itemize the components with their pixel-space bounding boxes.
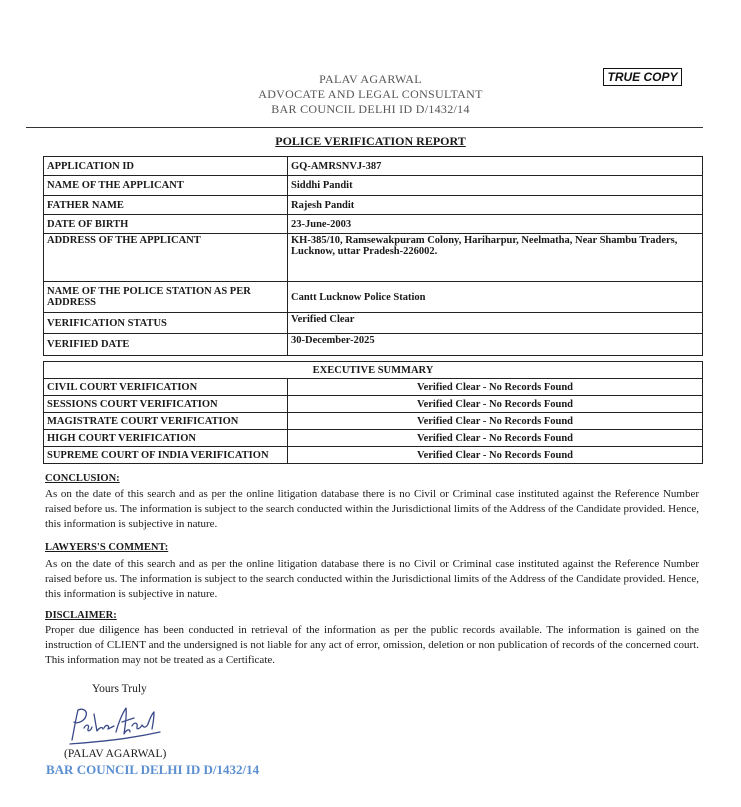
court-label: HIGH COURT VERIFICATION <box>44 430 288 447</box>
detail-label: DATE OF BIRTH <box>44 215 288 234</box>
table-row <box>44 379 703 396</box>
table-row <box>44 196 703 215</box>
lawyers-comment-heading: LAWYERS'S COMMENT: <box>45 542 169 553</box>
advocate-name: PALAV AGARWAL <box>319 72 422 86</box>
detail-value: KH-385/10, Ramsewakpuram Colony, Hariharpur, Neelmatha, Near Shambu Traders, Lucknow, uttar Pradesh-226002. <box>288 234 703 282</box>
table-row <box>44 215 703 234</box>
court-label: MAGISTRATE COURT VERIFICATION <box>44 413 288 430</box>
table-row <box>44 362 703 379</box>
disclaimer-heading: DISCLAIMER: <box>45 610 117 621</box>
executive-summary-table <box>43 361 703 464</box>
detail-value: Siddhi Pandit <box>288 176 703 196</box>
true-copy-stamp: TRUE COPY <box>603 68 682 86</box>
disclaimer-text: Proper due diligence has been conducted in retrieval of the information as per the public records available. The information is gained on the instruction of CLIENT and the undersigned is not liable for any act of error, omission, deletion or non publication of records of the concerned court. This information may not be treated as a Certificate. <box>45 624 699 666</box>
court-status: Verified Clear - No Records Found <box>288 379 703 396</box>
table-row <box>44 313 703 334</box>
closing-text: Yours Truly <box>92 683 147 695</box>
detail-label: ADDRESS OF THE APPLICANT <box>44 234 288 282</box>
court-status: Verified Clear - No Records Found <box>288 430 703 447</box>
detail-value: Verified Clear <box>288 313 703 334</box>
signature-image <box>64 702 164 753</box>
table-row <box>44 430 703 447</box>
court-status: Verified Clear - No Records Found <box>288 447 703 464</box>
report-title: POLICE VERIFICATION REPORT <box>275 134 466 148</box>
detail-label: APPLICATION ID <box>44 157 288 176</box>
table-row <box>44 447 703 464</box>
court-label: SUPREME COURT OF INDIA VERIFICATION <box>44 447 288 464</box>
header-divider <box>26 127 703 128</box>
table-row <box>44 396 703 413</box>
applicant-details-table <box>43 156 703 356</box>
table-row <box>44 176 703 196</box>
court-status: Verified Clear - No Records Found <box>288 396 703 413</box>
table-row <box>44 282 703 313</box>
table-row <box>44 234 703 282</box>
advocate-bar-id: BAR COUNCIL DELHI ID D/1432/14 <box>271 102 470 116</box>
lawyers-comment-text: As on the date of this search and as per the online litigation database there is no Civil or Criminal case instituted against the Reference Number raised before us. The information is subject to the search conducted within the Jurisdictional limits of the Address of the Candidate provided. Hence, this information is subjective in nature. <box>45 558 699 600</box>
detail-label: NAME OF THE APPLICANT <box>44 176 288 196</box>
court-status: Verified Clear - No Records Found <box>288 413 703 430</box>
detail-label: VERIFICATION STATUS <box>44 313 288 334</box>
court-label: SESSIONS COURT VERIFICATION <box>44 396 288 413</box>
detail-value: Rajesh Pandit <box>288 196 703 215</box>
table-row <box>44 334 703 356</box>
court-label: CIVIL COURT VERIFICATION <box>44 379 288 396</box>
advocate-designation: ADVOCATE AND LEGAL CONSULTANT <box>258 87 483 101</box>
detail-value: 30-December-2025 <box>288 334 703 356</box>
detail-value: Cantt Lucknow Police Station <box>288 282 703 313</box>
executive-summary-heading: EXECUTIVE SUMMARY <box>44 362 703 379</box>
conclusion-text: As on the date of this search and as per the online litigation database there is no Civil or Criminal case instituted against the Reference Number raised before us. The information is subject to the search conducted within the Jurisdictional limits of the Address of the Candidate provided. Hence, this information is subjective in nature. <box>45 488 699 530</box>
detail-value: GQ-AMRSNVJ-387 <box>288 157 703 176</box>
detail-label: VERIFIED DATE <box>44 334 288 356</box>
signatory-name: (PALAV AGARWAL) <box>64 748 167 760</box>
table-row <box>44 157 703 176</box>
detail-label: FATHER NAME <box>44 196 288 215</box>
detail-label: NAME OF THE POLICE STATION AS PER ADDRESS <box>44 282 288 313</box>
detail-value: 23-June-2003 <box>288 215 703 234</box>
table-row <box>44 413 703 430</box>
signatory-bar-id: BAR COUNCIL DELHI ID D/1432/14 <box>46 762 260 777</box>
conclusion-heading: CONCLUSION: <box>45 473 120 484</box>
